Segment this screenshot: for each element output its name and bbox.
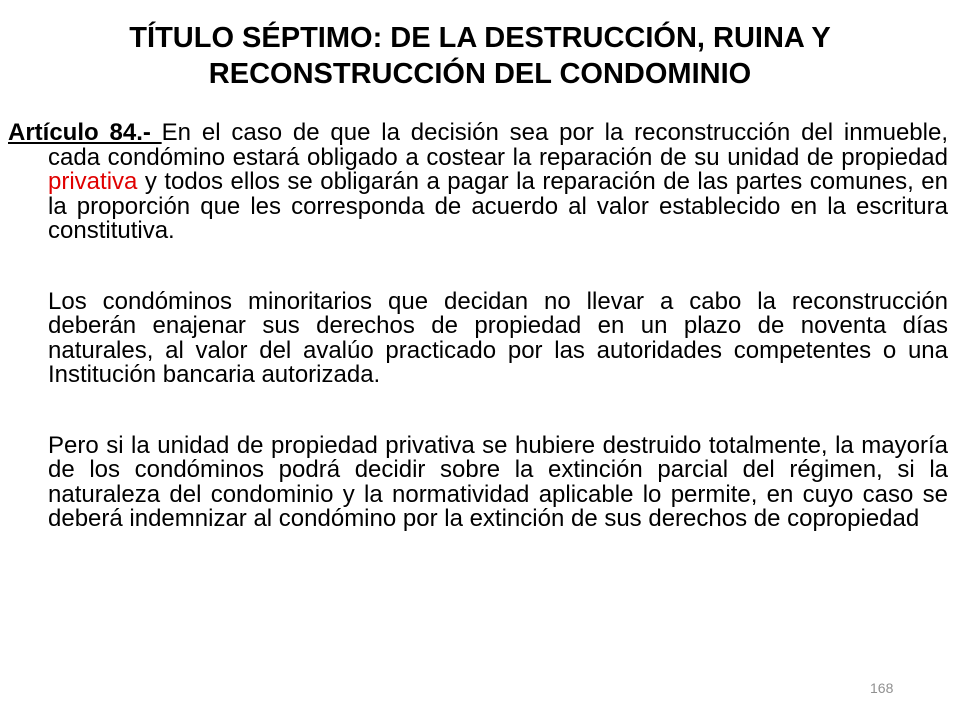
paragraph-1-text-before: En el caso de que la decisión sea por la reconstrucción del inmueble, cada condómino estará obligado a costear la reparación de su unidad de propiedad xyxy=(48,119,948,171)
article-body xyxy=(8,121,948,532)
highlighted-word: privativa xyxy=(48,168,138,195)
title-line-1: TÍTULO SÉPTIMO: DE LA DESTRUCCIÓN, RUINA Y xyxy=(129,22,831,54)
page-title xyxy=(40,20,920,92)
paragraph-3: Pero si la unidad de propiedad privativa se hubiere destruido totalmente, la mayoría de los condóminos podrá decidir sobre la extinción parcial del régimen, si la naturaleza del condominio y la normatividad aplicable lo permite, en cuyo caso se deberá indemnizar al condómino por la extinción de sus derechos de copropiedad xyxy=(48,431,948,532)
paragraph-2: Los condóminos minoritarios que decidan no llevar a cabo la reconstrucción deberán enajenar sus derechos de propiedad en un plazo de noventa días naturales, al valor del avalúo practicado por las autoridades competentes o una Institución bancaria autorizada. xyxy=(48,287,948,388)
page-number: 168 xyxy=(870,680,894,696)
article-84-paragraph xyxy=(8,121,948,244)
paragraph-1-text-after: y todos ellos se obligarán a pagar la reparación de las partes comunes, en la proporción que les corresponda de acuerdo al valor establecido en la escritura constitutiva. xyxy=(48,168,948,244)
title-line-2: RECONSTRUCCIÓN DEL CONDOMINIO xyxy=(208,58,752,90)
article-label: Artículo 84.- xyxy=(8,119,162,146)
